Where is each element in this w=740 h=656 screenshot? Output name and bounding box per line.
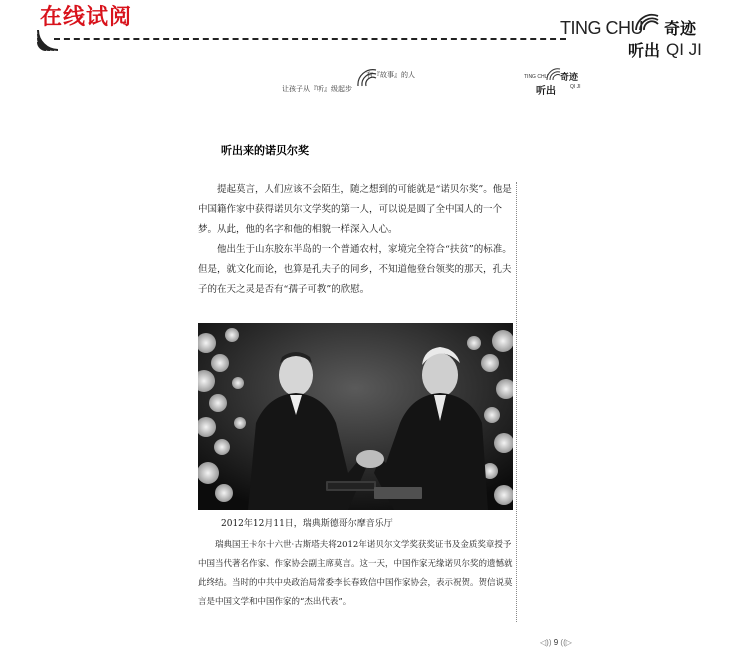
banner-title: 在线试阅 [40,5,133,30]
banner-divider [54,38,566,40]
article-body [198,180,516,300]
brand-cn-top: 奇迹 [664,19,697,38]
subheader-brand-cn-top: 奇迹 [560,73,579,83]
photo-caption-text: 瑞典国王卡尔十六世·古斯塔夫将2012年诺贝尔文学奖获奖证书及金质奖章授予中国当代著名作家、作家协会副主席莫言。这一天，中国作家无缘诺贝尔奖的遗憾就此终结。当时的中共中央政治局常委李长春致信中国作家协会，表示祝贺。贺信说莫言是中国文学和中国作家的“杰出代表”。 [198,540,513,607]
photo-caption-date: 2012年12月11日，瑞典斯德哥尔摩音乐厅 [221,519,393,529]
left-sound-icon: ◁)) [540,638,552,647]
page-footer [540,638,572,647]
subheader-slogan-bottom: 让孩子从『听』级起步 [282,85,352,93]
article-heading: 听出来的诺贝尔奖 [221,144,309,157]
article-paragraph: 提起莫言，人们应该不会陌生，随之想到的可能就是“诺贝尔奖”。他是中国籍作家中获得诺贝尔文学奖的第一人，可以说是圆了全中国人的一个梦。从此，他的名字和他的相貌一样深入人心。 [198,184,512,235]
ceremony-photo [198,323,513,510]
photo-caption [198,536,518,612]
subheader-slogan-top: 有『故事』的人 [366,71,415,79]
subheader-brand-en-top: TING CHU [524,74,549,80]
brand-cn-bottom: 听出 [628,41,661,60]
brand-en-top: TING CHU [560,18,643,38]
right-sound-icon: ((▷ [560,638,572,647]
brand-en-bottom: QI JI [666,40,702,59]
article-paragraph: 他出生于山东胶东半岛的一个普通农村，家境完全符合“扶贫”的标准。但是，就文化而论，也算是孔夫子的同乡，不知道他登台领奖的那天，孔夫子的在天之灵是否有“孺子可教”的欣慰。 [198,244,512,295]
page-number: 9 [553,638,559,647]
subheader-brand-en-bottom: QI JI [570,84,581,90]
subheader-brand-cn-bottom: 听出 [536,86,556,97]
